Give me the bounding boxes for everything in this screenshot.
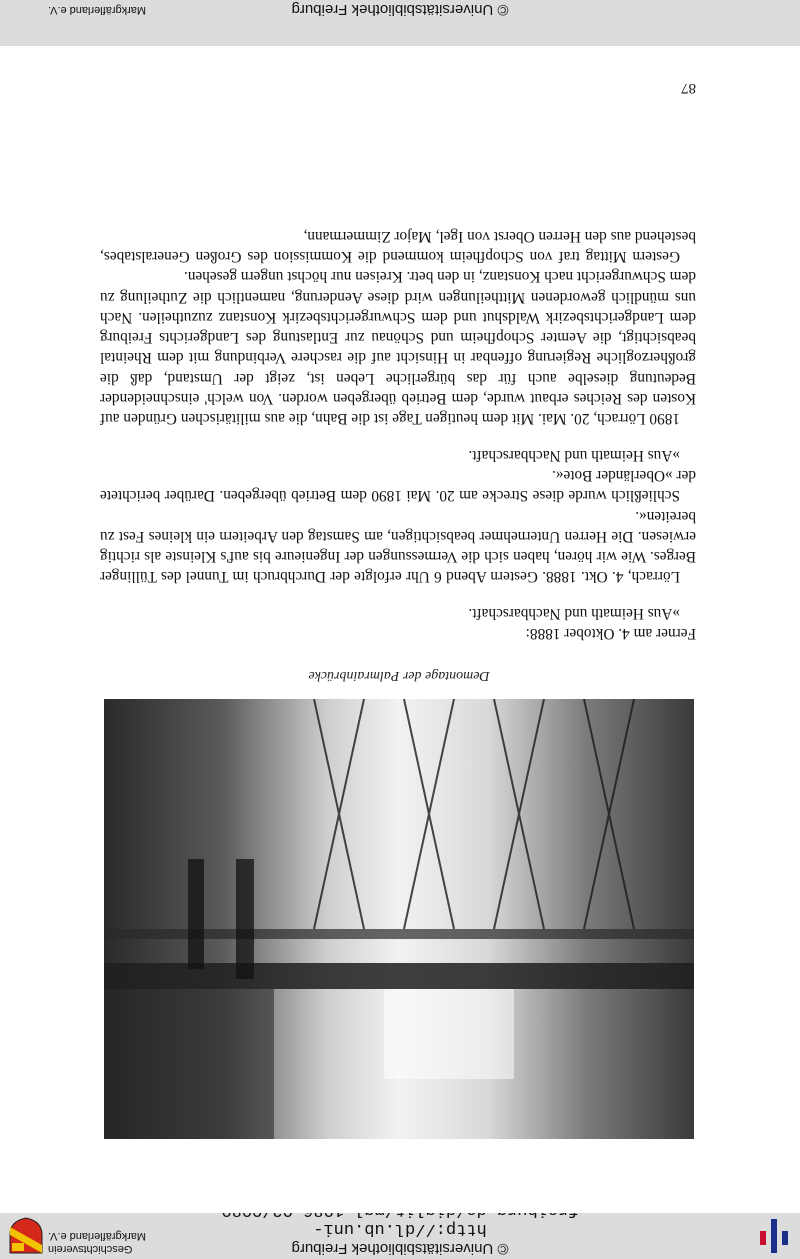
source-heading: »Aus Heimath und Nachbarschaft. [468,446,680,464]
paragraph: Lörrach, 4. Okt. 1888. Gestern Abend 6 Uhr erfolgte der Durchbruch im Tunnel des Tüllinger Berges. Wie wir hören, haben sich die Vermessungen der Ingenieure bis auf's Kleinste als richtig erwiesen. Die Herren Unternehmer beabsichtigen, am Samstag den Arbeitern ein kleines Fest zu bereiten«. [100,507,696,586]
coat-of-arms-icon [8,1217,44,1255]
paragraph: Schließlich wurde diese Strecke am 20. Mai 1890 dem Betrieb übergeben. Darüber berichtete der »Oberländer Bote«. [100,466,696,505]
paragraph: Gestern Mittag traf von Schopfheim kommend die Kommission des Großen Generalstabes, bestehend aus den Herren Oberst von Igel, Major Zimmermann, [100,227,696,265]
photo-caption: Demontage der Palmrainbrücke [308,668,490,683]
society-name: Geschichtsverein Markgräflerland e.V. [48,1230,147,1255]
society-name: Markgräflerland e.V. [48,4,147,16]
permalink-url[interactable]: http://dl.ub.uni- [313,1219,487,1238]
book-page [0,46,800,1213]
copyright-text: © Universitätsbibliothek Freiburg [291,1,509,18]
paragraph: 1890 Lörrach, 20. Mai. Mit dem heutigen Tage ist die Bahn, die aus militärischen Gründen auf Kosten des Reiches erbaut wurde, dem Betrieb übergeben worden. Von welch' einschneidender Bedeutung dieselbe auch für das bürgerliche Leben ist, zeigt der Umstand, daß die großherzogliche Regierung offenbar in Hinsicht auf die raschere Verbindung mit dem Rheintal beabsichtigt, die Aemter Schopfheim und Schönau zur Entlastung des Landgerichts Freiburg dem Landgerichtsbezirk Waldshut und dem Schwurgerichtsbezirk Konstanz zuzutheilen. Nach uns mündlich gewordenen Mittheilungen wird diese Aenderung, namentlich die Zutheilung zu dem Schwurgericht nach Konstanz, in den betr. Kreisen nur höchst ungern gesehen. [100,268,696,428]
ub-logo-icon [758,1219,790,1253]
page-number: 87 [681,80,696,96]
article-body [100,225,696,643]
footer-bar [0,0,800,46]
bridge-dismantling-image [104,699,694,1139]
copyright-text: © Universitätsbibliothek Freiburg [291,1240,509,1257]
source-heading: »Aus Heimath und Nachbarschaft. [468,604,680,622]
header-bar [0,1213,800,1259]
paragraph: Ferner am 4. Oktober 1888: [525,625,696,642]
historical-photo [104,699,694,1139]
